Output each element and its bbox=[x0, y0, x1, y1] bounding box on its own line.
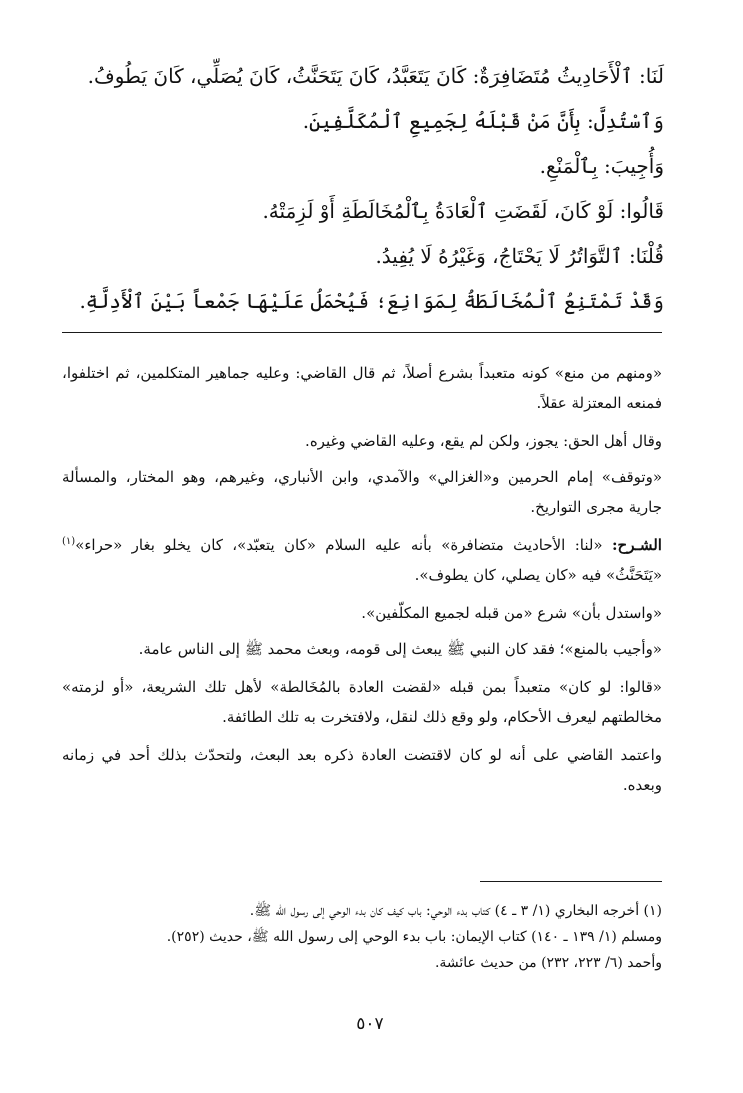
matn-line-1: لَنَا: ٱلْأَحَادِيثُ مُتَضَافِرَةٌ: كَانَ يَتَعَبَّدُ، كَانَ يَتَحَنَّثُ، كَانَ يُصَلِّي، كَانَ يَطُوفُ. bbox=[87, 64, 664, 88]
matn-text-block bbox=[60, 66, 664, 336]
footnote-line-3: وأحمد (٦/ ٢٢٣، ٢٣٢) من حديث عائشة. bbox=[434, 955, 662, 971]
footnote-divider-rule bbox=[480, 881, 662, 882]
footnotes-block bbox=[62, 898, 662, 976]
footnote-line-2: ومسلم (١/ ١٣٩ ـ ١٤٠) كتاب الإيمان: باب بدء الوحي إلى رسول الله ﷺ، حديث (٢٥٢). bbox=[166, 929, 662, 945]
commentary-paragraph-1: «ومنهم من منع» كونه متعبداً بشرع أصلاً، ثم قال القاضي: وعليه جماهير المتكلمين، ثم اختلفوا، فمنعه المعتزلة عقلاً. bbox=[62, 364, 662, 412]
main-divider-rule bbox=[62, 332, 662, 333]
page-number: ٥٠٧ bbox=[356, 1014, 384, 1034]
commentary-paragraph-4-part-b: «يَتَحَنَّثُ» فيه «كان يصلي، كان يطوف». bbox=[414, 566, 662, 584]
commentary-paragraph-4 bbox=[62, 530, 662, 590]
matn-line-6: وَقَدْ تَمْتَنِعُ ٱلْمُخَالَطَةُ لِمَوَانِعَ؛ فَيُحْمَلُ عَلَيْهَا جَمْعاً بَيْنَ ٱلْأَدِلَّةِ. bbox=[79, 289, 664, 313]
commentary-paragraph-6: «وأجيب بالمنع»؛ فقد كان النبي ﷺ يبعث إلى قومه، وبعث محمد ﷺ إلى الناس عامة. bbox=[138, 640, 662, 658]
matn-line-2: وَٱسْتُدِلَّ: بِأَنَّ مَنْ قَبْلَهُ لِجَمِيعِ ٱلْمُكَلَّفِينَ. bbox=[302, 109, 664, 133]
commentary-paragraph-4-part-a: «لنا: الأحاديث متضافرة» بأنه عليه السلام «كان يتعبّد»، كان يخلو بغار «حراء» bbox=[75, 536, 603, 554]
matn-line-4: قَالُوا: لَوْ كَانَ، لَقَضَتِ ٱلْعَادَةُ بِٱلْمُخَالَطَةِ أَوْ لَزِمَتْهُ. bbox=[262, 199, 664, 223]
footnote-ref-1: (١) bbox=[62, 536, 76, 547]
footnote-line-1: (١) أخرجه البخاري (١/ ٣ ـ ٤) كتاب بدء الوحي: باب كيف كان بدء الوحي إلى رسول الله ﷺ. bbox=[249, 903, 662, 919]
sharh-label: الشـرح: bbox=[611, 536, 662, 554]
matn-line-5: قُلْنَا: ٱلتَّوَاتُرُ لَا يَحْتَاجُ، وَغَيْرُهُ لَا يُفِيدُ. bbox=[375, 244, 664, 268]
commentary-block bbox=[62, 358, 662, 808]
matn-line-3: وَأُجِيبَ: بِٱلْمَنْعِ. bbox=[539, 154, 664, 178]
commentary-paragraph-2: وقال أهل الحق: يجوز، ولكن لم يقع، وعليه القاضي وغيره. bbox=[305, 432, 662, 450]
commentary-paragraph-7: «قالوا: لو كان» متعبداً بمن قبله «لقضت العادة بالمُخَالطة» لأهل تلك الشريعة، «أو لزمته» مخالطتهم ليعرف الأحكام، ولو وقع ذلك لنقل، ولافتخرت به تلك الطائفة. bbox=[62, 678, 662, 726]
commentary-paragraph-5: «واستدل بأن» شرع «من قبله لجميع المكلّفين». bbox=[361, 604, 662, 622]
commentary-paragraph-3: «وتوقف» إمام الحرمين و«الغزالي» والآمدي، وابن الأنباري، وغيرهم، وهو المختار، والمسألة جارية مجرى التواريخ. bbox=[62, 468, 662, 516]
commentary-paragraph-8: واعتمد القاضي على أنه لو كان لاقتضت العادة ذكره بعد البعث، ولتحدّث بذلك أحد في زمانه وبعده. bbox=[62, 746, 662, 794]
